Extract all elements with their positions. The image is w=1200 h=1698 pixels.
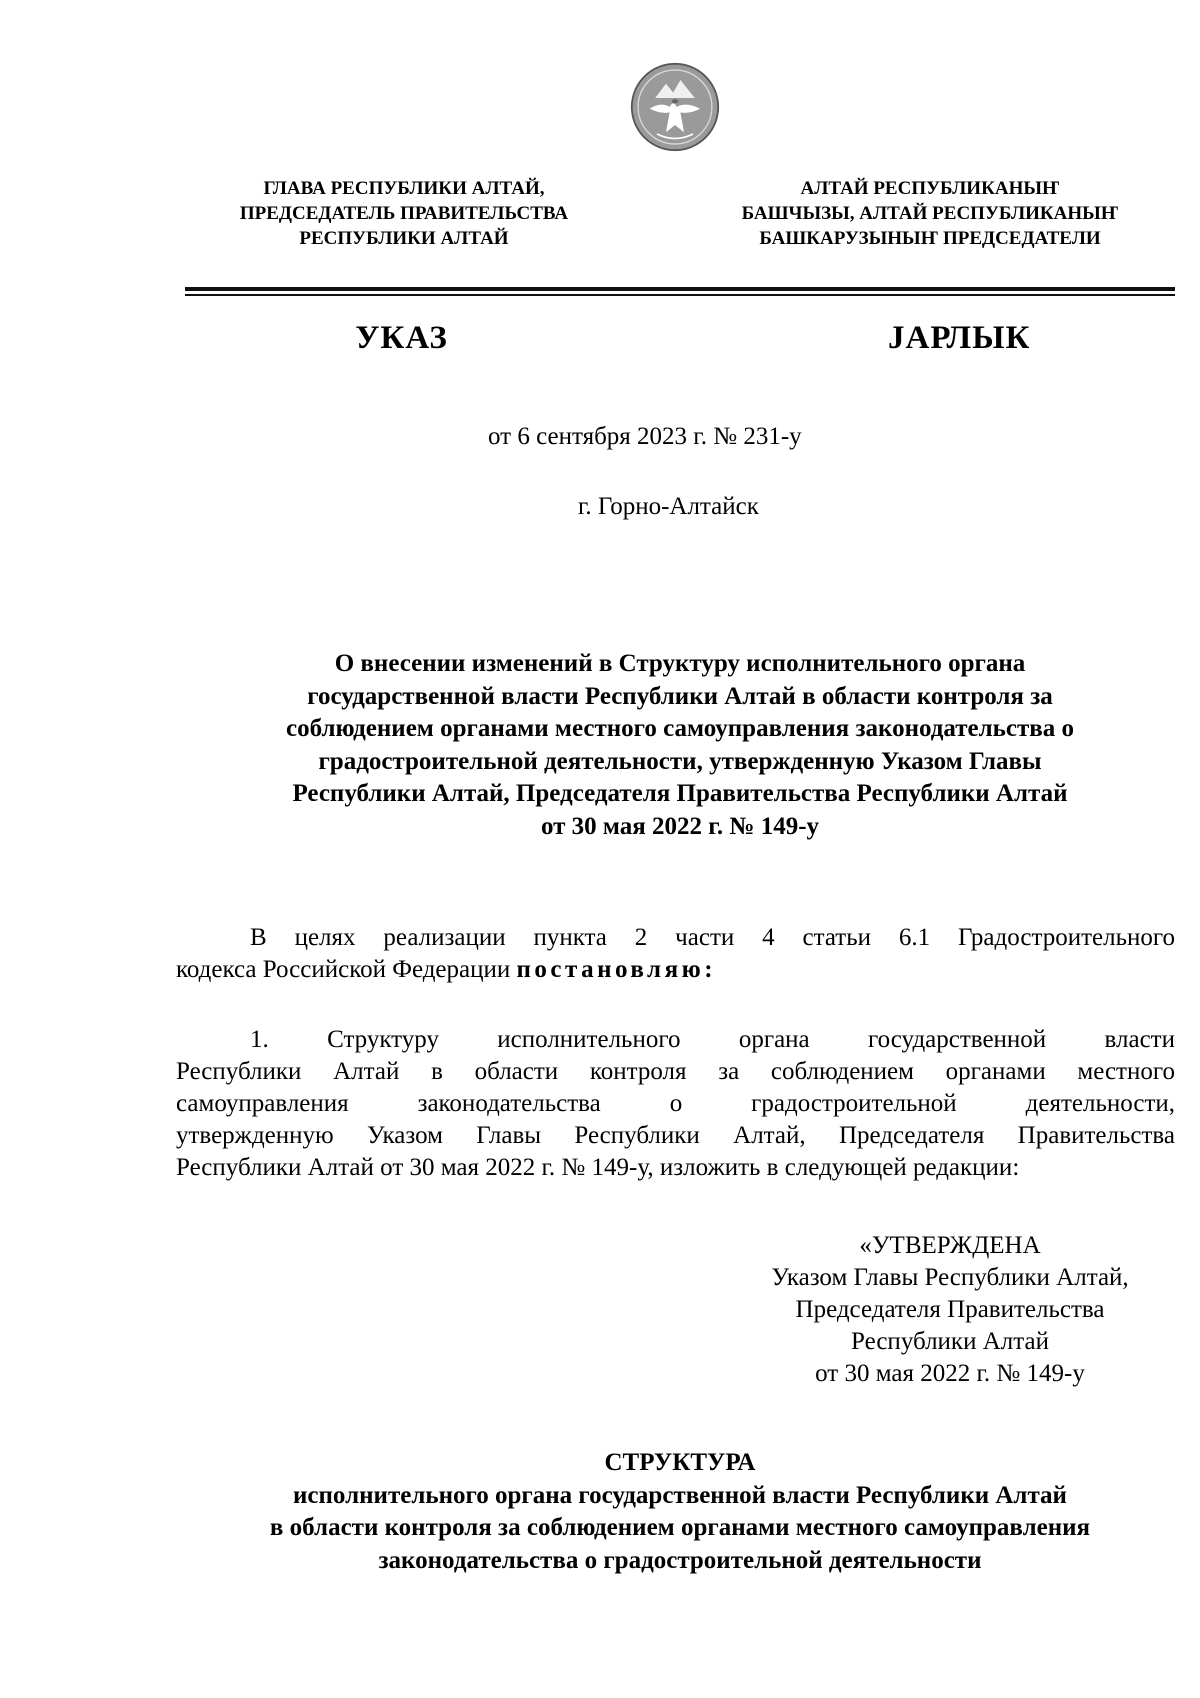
preamble-paragraph xyxy=(176,922,1175,986)
approval-line: «УТВЕРЖДЕНА xyxy=(859,1232,1041,1259)
preamble-text: кодекса Российской Федерации xyxy=(176,956,517,983)
approval-line: Указом Главы Республики Алтай, xyxy=(771,1264,1129,1291)
approval-line: от 30 мая 2022 г. № 149-у xyxy=(815,1360,1085,1387)
decree-subject xyxy=(180,648,1180,843)
structure-line: законодательства о градостроительной деятельности xyxy=(378,1546,982,1574)
structure-line: в области контроля за соблюдением органами местного самоуправления xyxy=(269,1514,1091,1541)
decree-verb: постановляю: xyxy=(516,956,717,983)
item-1-line: Республики Алтай от 30 мая 2022 г. № 149-у, изложить в следующей редакции: xyxy=(176,1154,1020,1181)
header-left xyxy=(184,176,624,251)
header-right-line: БАШКАРУЗЫНЫҤ ПРЕДСЕДАТЕЛИ xyxy=(759,228,1101,249)
subject-line: соблюдением органами местного самоуправления законодательства о xyxy=(285,715,1075,742)
decree-city: г. Горно-Алтайск xyxy=(578,493,759,520)
subject-line: градостроительной деятельности, утвержденную Указом Главы xyxy=(318,747,1042,775)
item-1-line: Республики Алтай в области контроля за соблюдением органами местного xyxy=(176,1058,1175,1085)
header-divider-thick xyxy=(185,287,1175,291)
header-left-line: РЕСПУБЛИКИ АЛТАЙ xyxy=(299,228,509,249)
approval-stamp xyxy=(720,1230,1180,1390)
item-1-line: 1. Структуру исполнительного органа государственной власти xyxy=(250,1026,1175,1053)
subject-line: О внесении изменений в Структуру исполнительного органа xyxy=(334,650,1026,677)
preamble-line: В целях реализации пункта 2 части 4 статьи 6.1 Градостроительного xyxy=(250,924,1175,951)
structure-heading xyxy=(180,1447,1180,1577)
approval-line: Председателя Правительства xyxy=(795,1296,1105,1323)
preamble-line xyxy=(176,954,1175,986)
header-left-line: ГЛАВА РЕСПУБЛИКИ АЛТАЙ, xyxy=(263,178,545,199)
header-right-line: БАШЧЫЗЫ, АЛТАЙ РЕСПУБЛИКАНЫҤ xyxy=(741,203,1119,224)
header-left-line: ПРЕДСЕДАТЕЛЬ ПРАВИТЕЛЬСТВА xyxy=(239,203,569,224)
structure-line: исполнительного органа государственной власти Республики Алтай xyxy=(293,1481,1067,1509)
item-1-paragraph xyxy=(176,1024,1175,1184)
approval-line: Республики Алтай xyxy=(851,1328,1049,1355)
header-right xyxy=(710,176,1150,251)
header-divider-thin xyxy=(185,294,1175,296)
header-right-line: АЛТАЙ РЕСПУБЛИКАНЫҤ xyxy=(800,178,1060,199)
subject-line: государственной власти Республики Алтай в области контроля за xyxy=(307,682,1053,710)
altai-republic-emblem-icon xyxy=(630,62,720,152)
doc-type-altai: ЈАРЛЫК xyxy=(888,320,1031,356)
subject-line: от 30 мая 2022 г. № 149-у xyxy=(540,812,820,840)
doc-type-russian: УКАЗ xyxy=(355,320,448,356)
decree-date-number: от 6 сентября 2023 г. № 231-у xyxy=(488,423,802,450)
item-1-line: самоуправления законодательства о градостроительной деятельности, xyxy=(176,1090,1175,1117)
item-1-line: утвержденную Указом Главы Республики Алтай, Председателя Правительства xyxy=(176,1122,1175,1149)
subject-line: Республики Алтай, Председателя Правительства Республики Алтай xyxy=(292,780,1068,807)
structure-title: СТРУКТУРА xyxy=(604,1449,756,1476)
